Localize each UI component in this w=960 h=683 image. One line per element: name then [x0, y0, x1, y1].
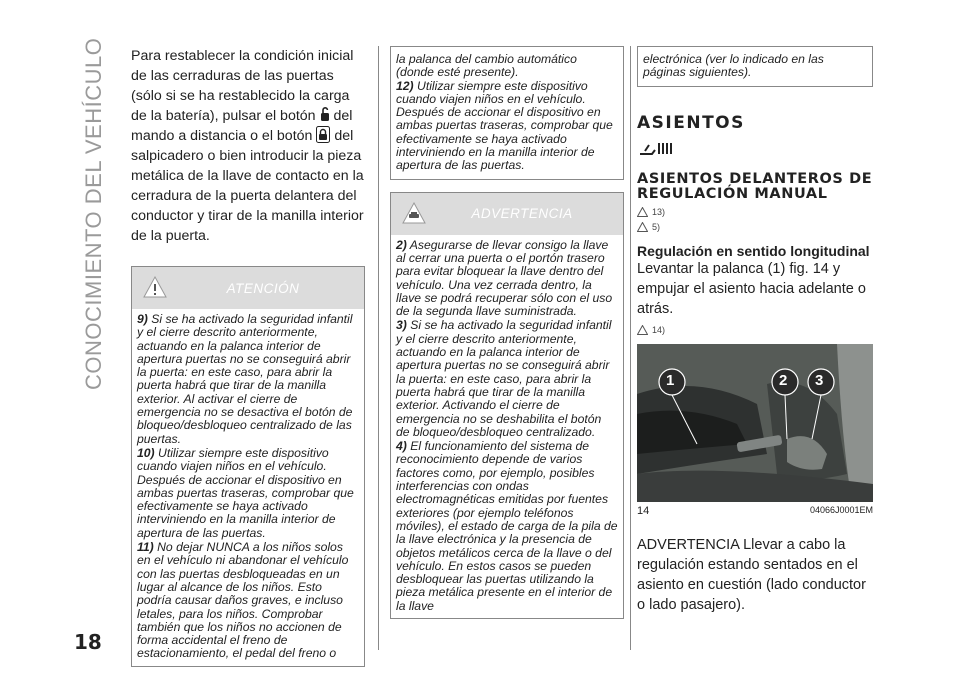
callout-1: 1 [666, 371, 675, 389]
attention-notes [132, 309, 364, 666]
padlock-button-icon [316, 126, 330, 143]
note-item: 9) Si se ha activado la seguridad infantil y el cierre descrito anteriormente, actuando en la palanca interior de apertura puertas no se conseguirá abrir la puerta: en este caso, para abrir la puerta habrá que tirar de la manilla exterior. Al activar el cierre de emergencia no se desactiva el botón de bloqueo/desbloqueo centralizado de las puertas. [137, 312, 353, 446]
warning-ref: 5) [637, 220, 873, 235]
column-3 [637, 46, 873, 615]
intro-paragraph: Para restablecer la condición inicial de las cerraduras de las puertas (sólo si se ha restablecido la carga de la batería), pulsar el botón del mando a distancia o el botón del salpicadero o bien introducir la pieza metálica de la llave de contacto en la cerradura de la puerta delantera del conductor y tirar de la manilla interior de la puerta. [131, 48, 364, 244]
warning-title: ADVERTENCIA [471, 206, 573, 222]
note-item: 3) Si se ha activado la seguridad infantil y el cierre descrito anteriormente, actuando en la palanca interior de apertura puertas no se conseguirá abrir la puerta: en este caso, para abrir la puerta habrá que tirar de la manilla exterior. Activando el cierre de emergencia no se deshabilita el botón de bloqueo/desbloqueo centralizado. [396, 318, 612, 439]
continued-text: electrónica (ver lo indicado en las páginas siguientes). [643, 52, 824, 80]
figure-seat-photo [637, 344, 873, 502]
paragraph-advertencia: ADVERTENCIA Llevar a cabo la regulación estando sentados en el asiento en cuestión (lado conductor o lado pasajero). [637, 536, 866, 613]
note-item: 12) Utilizar siempre este dispositivo cuando viajen niños en el vehículo. Después de accionar el dispositivo en ambas puertas traseras, comprobar que efectivamente se haya activado interviniendo en la manilla interior de apertura de las puertas. [396, 78, 613, 173]
subheading-longitudinal: Regulación en sentido longitudinal [637, 242, 870, 259]
side-title-text: CONOCIMIENTO DEL VEHÍCULO [81, 37, 106, 390]
column-1 [131, 46, 365, 667]
figure-code: 04066J0001EM [809, 504, 873, 515]
warning-triangle-icon [637, 207, 648, 217]
attention-box-header [132, 267, 364, 309]
attention-title: ATENCIÓN [226, 280, 300, 296]
continued-text: la palanca del cambio automático (donde esté presente). [396, 52, 577, 80]
car-warning-icon [401, 201, 427, 225]
warning-ref: 13) [637, 205, 873, 220]
warning-box-header [391, 193, 623, 235]
figure-caption [637, 505, 873, 517]
car-warning-icon [637, 222, 648, 232]
paragraph-longitudinal: Levantar la palanca (1) fig. 14 y empujar el asiento hacia adelante o atrás. [637, 260, 866, 317]
unlock-key-icon [320, 106, 330, 122]
note-item: 2) Asegurarse de llevar consigo la llave al cerrar una puerta o el portón trasero para evitar bloquear la llave dentro del vehículo. Una vez cerrada dentro, la llave se podrá recuperar sólo con el uso de la segunda llave suministrada. [396, 237, 613, 319]
warning-triangle-icon [142, 275, 168, 299]
note-item: 11) No dejar NUNCA a los niños solos en el vehículo ni abandonar el vehículo con las puertas desbloqueadas en un lugar al alcance de los niños. Esto podría causar daños graves, e incluso letales, para los niños. Comprobar también que los niños no accionen de forma accidental el freno de estacionamiento, el pedal del freno o [137, 540, 349, 661]
heading-asientos: ASIENTOS [637, 112, 745, 133]
warning-triangle-icon [637, 325, 648, 335]
note-item: 10) Utilizar siempre este dispositivo cuando viajen niños en el vehículo. Después de accionar el dispositivo en ambas puertas traseras, comprobar que efectivamente se haya activado interviniendo en la manilla interior de apertura de las puertas. [137, 445, 354, 540]
column-divider [378, 46, 379, 650]
attention-box-continued [390, 46, 624, 180]
callout-2: 2 [779, 371, 788, 389]
figure-number: 14 [637, 504, 650, 517]
section-side-title [78, 30, 118, 390]
warning-ref: 14) [637, 323, 873, 338]
note-item: 4) El funcionamiento del sistema de reconocimiento depende de varios factores como, por ejemplo, posibles interferencias con ondas electromagnéticas emitidas por fuentes exteriores (por ejemplo teléfonos móviles), el estado de carga de la pila de la llave electrónica y la presencia de objetos metálicos cerca de la llave o del vehículo. En estos casos se pueden desbloquear las puertas utilizando la pieza metálica presente en el interior de la llave [396, 439, 618, 613]
attention-box [131, 266, 365, 667]
callout-3: 3 [815, 371, 824, 389]
warning-box-continued [637, 46, 873, 87]
warning-notes [391, 235, 623, 618]
page-number: 18 [74, 630, 102, 654]
column-2 [390, 46, 624, 619]
seat-illustration [637, 344, 873, 502]
warning-box [390, 192, 624, 619]
seat-adjust-icon [637, 139, 677, 159]
heading-asientos-delanteros: ASIENTOS DELANTEROS DE REGULACIÓN MANUAL [637, 170, 873, 202]
column-divider [630, 46, 631, 650]
